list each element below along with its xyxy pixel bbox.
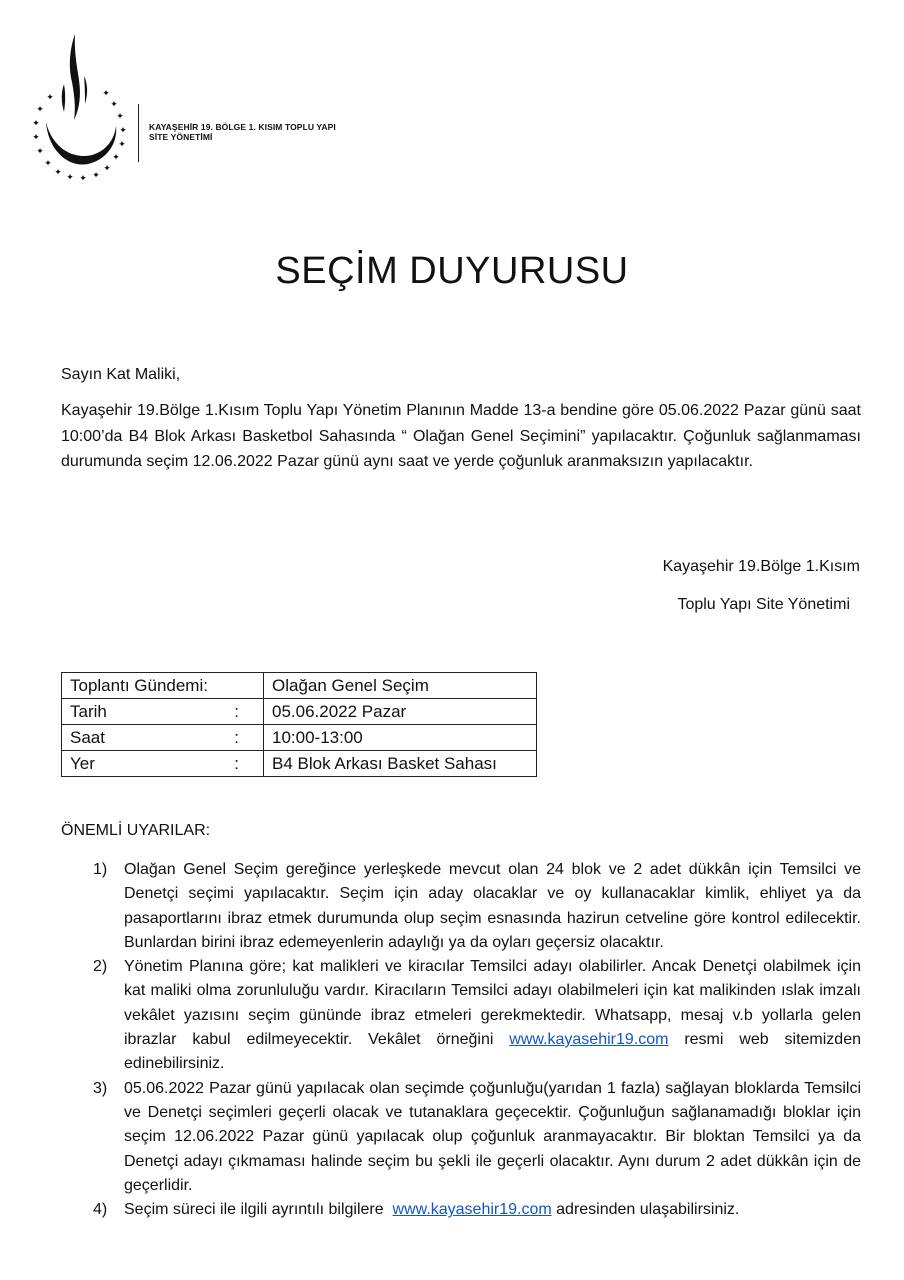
flame-shape-left bbox=[62, 84, 65, 112]
svg-text:✦: ✦ bbox=[119, 126, 127, 136]
list-item: 2) Yönetim Planına göre; kat malikleri ve kiracılar Temsilci adayı olabilirler. Ancak Denetçi olabilmek için kat maliki olma zorunluluğu vardır. Kiracıların Temsilci adayı olabilmeleri için kat malikinden ıslak imzalı vekâlet yazısını seçim gününde ibraz etmeleri gerekmektedir. Whatsapp, mesaj v.b yollarla gelen ibrazlar kabul edilmeyecektir. Vekâlet örneğini www.kayasehir19.com resmi web sitemizden edinebilirsiniz. bbox=[93, 958, 861, 1073]
svg-text:✦: ✦ bbox=[103, 164, 111, 174]
star-ring bbox=[32, 89, 127, 182]
svg-text:✦: ✦ bbox=[32, 133, 40, 143]
agenda-value: 05.06.2022 Pazar bbox=[264, 699, 537, 725]
svg-text:✦: ✦ bbox=[36, 105, 44, 115]
svg-text:✦: ✦ bbox=[54, 168, 62, 178]
list-item: 4) Seçim süreci ile ilgili ayrıntılı bilgilere www.kayasehir19.com adresinden ulaşabilirsiniz. bbox=[93, 1201, 740, 1219]
table-row bbox=[62, 725, 537, 751]
warnings-list bbox=[61, 858, 861, 1222]
flame-shape bbox=[70, 34, 80, 120]
header-divider bbox=[138, 104, 139, 162]
agenda-key: Tarih : bbox=[62, 699, 264, 725]
signature-line-2: Toplu Yapı Site Yönetimi bbox=[677, 596, 850, 613]
agenda-value: B4 Blok Arkası Basket Sahası bbox=[264, 751, 537, 777]
site-logo bbox=[28, 32, 128, 182]
svg-text:✦: ✦ bbox=[32, 119, 40, 129]
agenda-key: Toplantı Gündemi: bbox=[62, 673, 264, 699]
page-title: SEÇİM DUYURUSU bbox=[275, 250, 629, 292]
salutation: Sayın Kat Maliki, bbox=[61, 366, 181, 383]
agenda-key: Saat : bbox=[62, 725, 264, 751]
list-item: 3) 05.06.2022 Pazar günü yapılacak olan seçimde çoğunluğu(yarıdan 1 fazla) sağlayan bloklarda Temsilci ve Denetçi seçimleri geçerli olacak ve tutanaklara geçecektir. Çoğunluğun sağlanamadığı bloklar için seçim 12.06.2022 Pazar günü yapılacak olup çoğunluk aranmayacaktır. Bir bloktan Temsilci ya da Denetçi adayı çıkmaması halinde seçim bu şekli ile geçerli olacaktır. Aynı durum 2 adet dükkân için de geçerlidir. bbox=[93, 1079, 861, 1194]
svg-text:✦: ✦ bbox=[66, 173, 74, 182]
agenda-value: Olağan Genel Seçim bbox=[264, 673, 537, 699]
agenda-key: Yer : bbox=[62, 751, 264, 777]
svg-text:✦: ✦ bbox=[102, 89, 110, 99]
signature-line-1: Kayaşehir 19.Bölge 1.Kısım bbox=[662, 558, 860, 575]
svg-text:✦: ✦ bbox=[46, 93, 54, 103]
table-row bbox=[62, 673, 537, 699]
svg-text:✦: ✦ bbox=[118, 140, 126, 150]
list-item: 1) Olağan Genel Seçim gereğince yerleşkede mevcut olan 24 blok ve 2 adet dükkân için Temsilci ve Denetçi seçimi yapılacaktır. Seçim için aday olacaklar ve oy kullanacaklar kimlik, ehliyet ya da pasaportlarını ibraz etmek durumunda olup seçim esnasında hazirun cetveline göre kontrol edilecektir. Bunlardan birini ibraz edemeyenlerin adaylığı ya da oyları geçersiz olacaktır. bbox=[93, 861, 861, 951]
agenda-value: 10:00-13:00 bbox=[264, 725, 537, 751]
svg-text:✦: ✦ bbox=[36, 147, 44, 157]
warnings-heading: ÖNEMLİ UYARILAR: bbox=[61, 822, 211, 839]
crescent-shape bbox=[46, 122, 116, 165]
svg-text:✦: ✦ bbox=[44, 159, 52, 169]
website-link[interactable]: www.kayasehir19.com bbox=[509, 1031, 669, 1049]
intro-paragraph: Kayaşehir 19.Bölge 1.Kısım Toplu Yapı Yönetim Planının Madde 13-a bendine göre 05.06.2022 Pazar günü saat 10:00’da B4 Blok Arkası Basketbol Sahasında “ Olağan Genel Seçimini” yapılacaktır. Çoğunluk sağlanmaması durumunda seçim 12.06.2022 Pazar günü aynı saat ve yerde çoğunluk aranmaksızın yapılacaktır. bbox=[61, 402, 861, 470]
agenda-table bbox=[61, 672, 537, 777]
table-row bbox=[62, 699, 537, 725]
organization-name: KAYAŞEHİR 19. BÖLGE 1. KISIM TOPLU YAPI SİTE YÖNETİMİ bbox=[149, 122, 336, 142]
svg-text:✦: ✦ bbox=[116, 112, 124, 122]
svg-text:✦: ✦ bbox=[110, 100, 118, 110]
svg-text:✦: ✦ bbox=[79, 174, 87, 182]
table-row bbox=[62, 751, 537, 777]
svg-text:✦: ✦ bbox=[92, 171, 100, 181]
svg-text:✦: ✦ bbox=[112, 153, 120, 163]
flame-shape-right bbox=[84, 76, 87, 104]
website-link[interactable]: www.kayasehir19.com bbox=[392, 1201, 552, 1219]
